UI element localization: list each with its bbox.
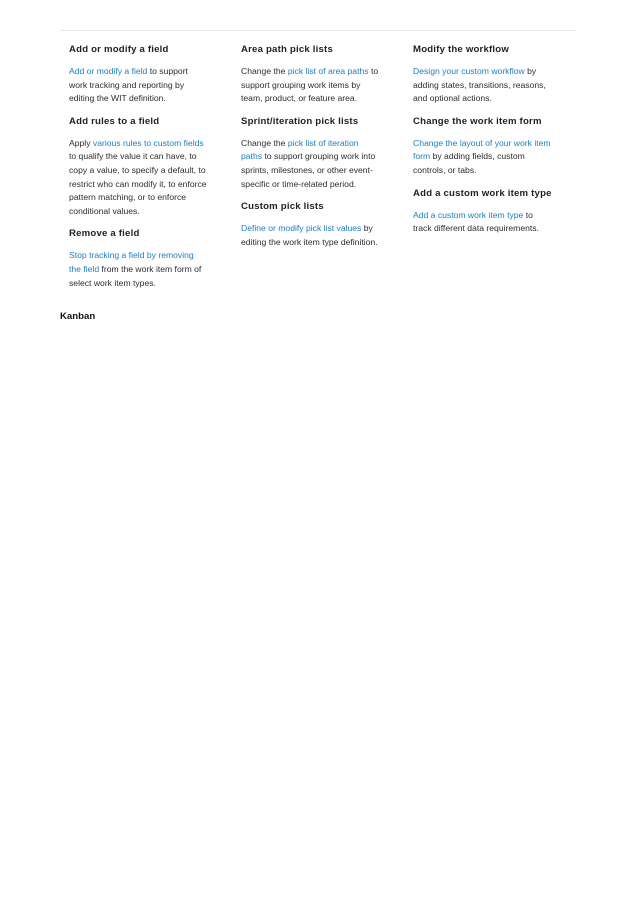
section-custom-wit [413, 188, 589, 236]
section-body [413, 65, 553, 106]
body-text: from the work item form of select work item types. [69, 263, 202, 288]
section-title: Custom pick lists [241, 201, 324, 213]
body-text: by adding states, transitions, reasons, and optional actions. [413, 66, 546, 104]
section-body [241, 65, 379, 106]
custom-wit-link[interactable]: Add a custom work item type [413, 209, 524, 220]
add-modify-field-link[interactable]: Add or modify a field [69, 66, 148, 76]
section-title: Add a custom work item type [413, 187, 552, 199]
section-title: Add rules to a field [69, 115, 160, 127]
section-add-modify-field [69, 44, 241, 106]
customization-grid [69, 44, 589, 300]
section-add-rules [69, 116, 241, 219]
body-text: Change the [241, 137, 288, 148]
section-remove-field [69, 228, 241, 290]
custom-field-rules-link[interactable]: various rules to custom fields [92, 137, 204, 148]
custom-workflow-link[interactable]: Design your custom workflow [413, 66, 525, 76]
section-body [413, 209, 553, 236]
iteration-paths-link[interactable]: pick list of iteration paths [241, 137, 359, 162]
section-title: Sprint/iteration pick lists [241, 115, 359, 127]
section-custom-pick-lists [241, 201, 413, 249]
area-paths-link[interactable]: pick list of area paths [287, 66, 369, 76]
column-2 [241, 44, 413, 300]
body-text: to support grouping work items by team, product, or feature area. [241, 66, 379, 104]
body-text: Change the [241, 66, 288, 76]
body-text: to qualify the value it can have, to copy a value, to specify a default, to restrict who can modify it, to enforce pattern matching, or to enforce conditional values. [69, 151, 207, 216]
body-text: by adding fields, custom controls, or tabs. [413, 151, 525, 175]
section-body [69, 249, 207, 290]
section-body [69, 137, 207, 219]
pick-list-values-link[interactable]: Define or modify pick list values [241, 223, 362, 234]
section-area-path [241, 44, 413, 106]
section-title: Change the work item form [413, 115, 542, 127]
body-text: to track different data requirements. [413, 209, 539, 234]
section-title: Area path pick lists [241, 44, 333, 55]
kanban-heading: Kanban [60, 311, 96, 322]
body-text: to support grouping work into sprints, milestones, or other event-specific or time-related period. [241, 151, 376, 189]
section-change-form [413, 116, 589, 178]
column-3 [413, 44, 589, 300]
form-layout-link[interactable]: Change the layout of your work item form [413, 137, 551, 162]
remove-field-link[interactable]: Stop tracking a field by removing the field [69, 250, 194, 274]
section-iteration-path [241, 116, 413, 191]
column-1 [69, 44, 241, 300]
top-divider [60, 30, 576, 31]
section-body [241, 222, 379, 249]
body-text: by editing the work item type definition. [241, 223, 378, 247]
section-title: Add or modify a field [69, 44, 169, 55]
section-body [241, 137, 379, 191]
section-modify-workflow [413, 44, 589, 106]
section-body [69, 65, 207, 106]
body-text: to support work tracking and reporting by editing the WIT definition. [69, 66, 188, 104]
body-text: Apply [69, 137, 93, 148]
section-body [413, 137, 553, 178]
section-title: Remove a field [69, 228, 140, 240]
section-title: Modify the workflow [413, 44, 510, 55]
